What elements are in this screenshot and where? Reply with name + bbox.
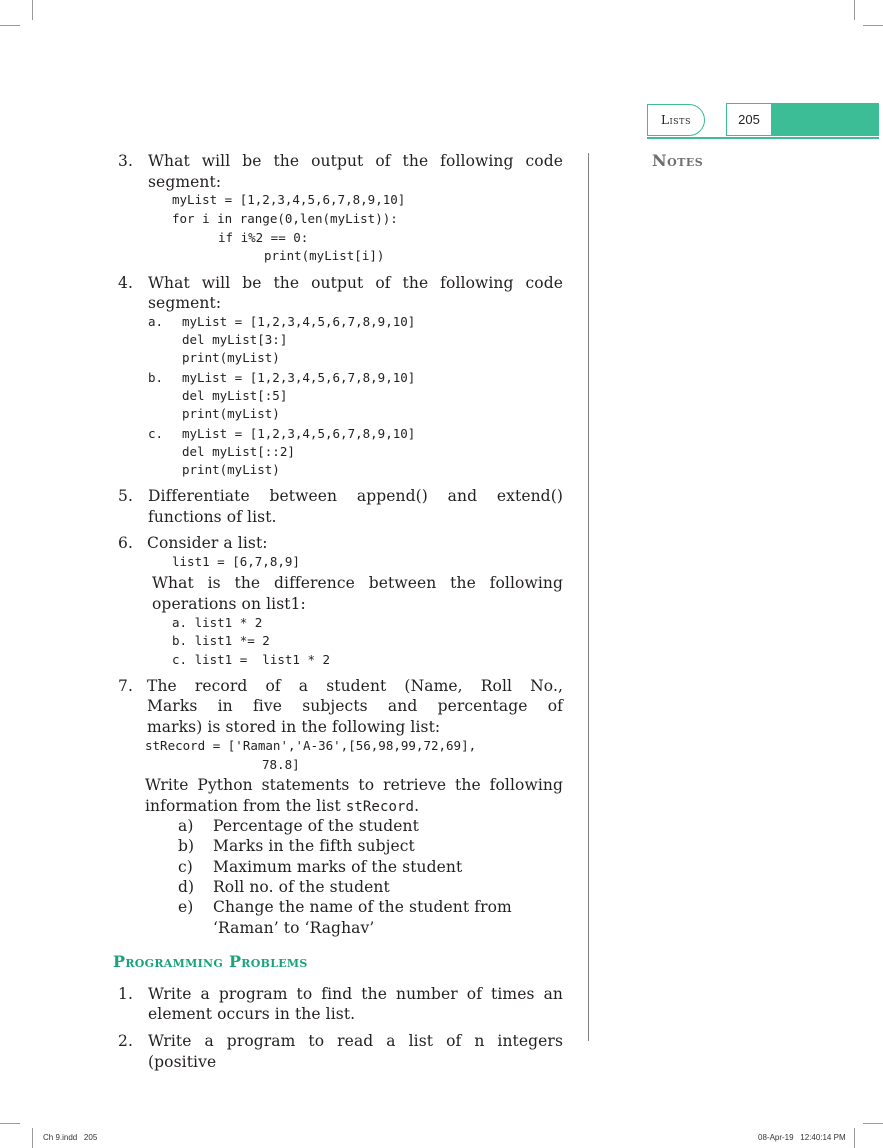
code-inline: stRecord — [345, 799, 415, 815]
list-label: c) — [178, 858, 193, 876]
crop-mark — [32, 1128, 33, 1148]
list-label: a) — [178, 817, 194, 835]
chapter-title: Lists — [661, 113, 691, 127]
code-line: del myList[3:] — [182, 332, 288, 347]
section-heading: Programming Problems — [113, 952, 308, 971]
code-line: 78.8] — [262, 757, 300, 772]
sub-label: a. — [148, 314, 164, 329]
code-line: del myList[::2] — [182, 444, 295, 459]
list-item-continued: ‘Raman’ to ‘Raghav’ — [213, 919, 375, 937]
code-line: print(myList[i]) — [264, 248, 385, 263]
code-line: myList = [1,2,3,4,5,6,7,8,9,10] — [182, 370, 416, 385]
footer-date-slug: 08-Apr-19 12:40:14 PM — [758, 1133, 846, 1142]
problem-number: 1. — [118, 985, 133, 1003]
list-label: b) — [178, 837, 195, 855]
code-line: list1 = [6,7,8,9] — [172, 554, 300, 569]
sub-label: c. — [148, 426, 164, 441]
code-line: print(myList) — [182, 350, 280, 365]
header-rule — [647, 137, 879, 139]
question-text: What will be the output of the following code — [148, 274, 563, 292]
crop-mark — [0, 25, 20, 26]
question-text — [145, 796, 419, 817]
problem-text: Write a program to find the number of times an — [148, 985, 563, 1003]
code-line: a. list1 * 2 — [172, 615, 263, 630]
code-line: b. list1 *= 2 — [172, 633, 270, 648]
question-number: 4. — [118, 274, 133, 292]
code-line: stRecord = ['Raman','A-36',[56,98,99,72,69], — [145, 738, 477, 753]
question-text: functions of list. — [148, 508, 277, 526]
question-text: Consider a list: — [147, 534, 268, 552]
list-item: Percentage of the student — [213, 817, 419, 835]
code-line: c. list1 = list1 * 2 — [172, 652, 331, 667]
crop-mark — [854, 1128, 855, 1148]
code-line: myList = [1,2,3,4,5,6,7,8,9,10] — [172, 192, 406, 207]
crop-mark — [0, 1123, 20, 1124]
question-text: operations on list1: — [152, 595, 306, 613]
list-item: Roll no. of the student — [213, 878, 390, 896]
chapter-tab — [647, 104, 705, 136]
code-line: myList = [1,2,3,4,5,6,7,8,9,10] — [182, 314, 416, 329]
question-text: What will be the output of the following code — [148, 152, 563, 170]
question-text: Marks in five subjects and percentage of — [147, 697, 563, 715]
text-segment: . — [414, 797, 420, 815]
question-number: 5. — [118, 487, 133, 505]
code-line: for i in range(0,len(myList)): — [172, 211, 398, 226]
question-text: The record of a student (Name, Roll No., — [147, 677, 563, 695]
list-label: e) — [178, 898, 194, 916]
list-item: Marks in the fifth subject — [213, 837, 415, 855]
code-line: if i%2 == 0: — [218, 230, 309, 245]
question-text: What is the difference between the following — [152, 574, 563, 592]
code-line: del myList[:5] — [182, 388, 288, 403]
question-text: segment: — [148, 294, 222, 312]
column-divider — [588, 153, 589, 1041]
problem-number: 2. — [118, 1032, 133, 1050]
crop-mark — [863, 25, 883, 26]
problem-text: element occurs in the list. — [148, 1005, 356, 1023]
notes-label: Notes — [652, 151, 704, 170]
list-item: Change the name of the student from — [213, 898, 512, 916]
code-line: print(myList) — [182, 406, 280, 421]
question-number: 3. — [118, 152, 133, 170]
text-segment: information from the list — [145, 797, 346, 815]
question-text: segment: — [148, 173, 222, 191]
question-text: Write Python statements to retrieve the following — [145, 776, 563, 794]
crop-mark — [32, 0, 33, 20]
problem-text: Write a program to read a list of n integers (positive — [148, 1032, 563, 1071]
sub-label: b. — [148, 370, 164, 385]
list-item: Maximum marks of the student — [213, 858, 463, 876]
page-number: 205 — [727, 104, 771, 135]
footer-file-slug: Ch 9.indd 205 — [43, 1133, 98, 1142]
question-number: 6. — [118, 534, 133, 552]
code-line: print(myList) — [182, 462, 280, 477]
list-label: d) — [178, 878, 195, 896]
code-line: myList = [1,2,3,4,5,6,7,8,9,10] — [182, 426, 416, 441]
crop-mark — [854, 0, 855, 20]
question-number: 7. — [118, 677, 133, 695]
question-text: Differentiate between append() and extend() — [148, 487, 563, 505]
crop-mark — [863, 1123, 883, 1124]
question-text: marks) is stored in the following list: — [147, 718, 441, 736]
